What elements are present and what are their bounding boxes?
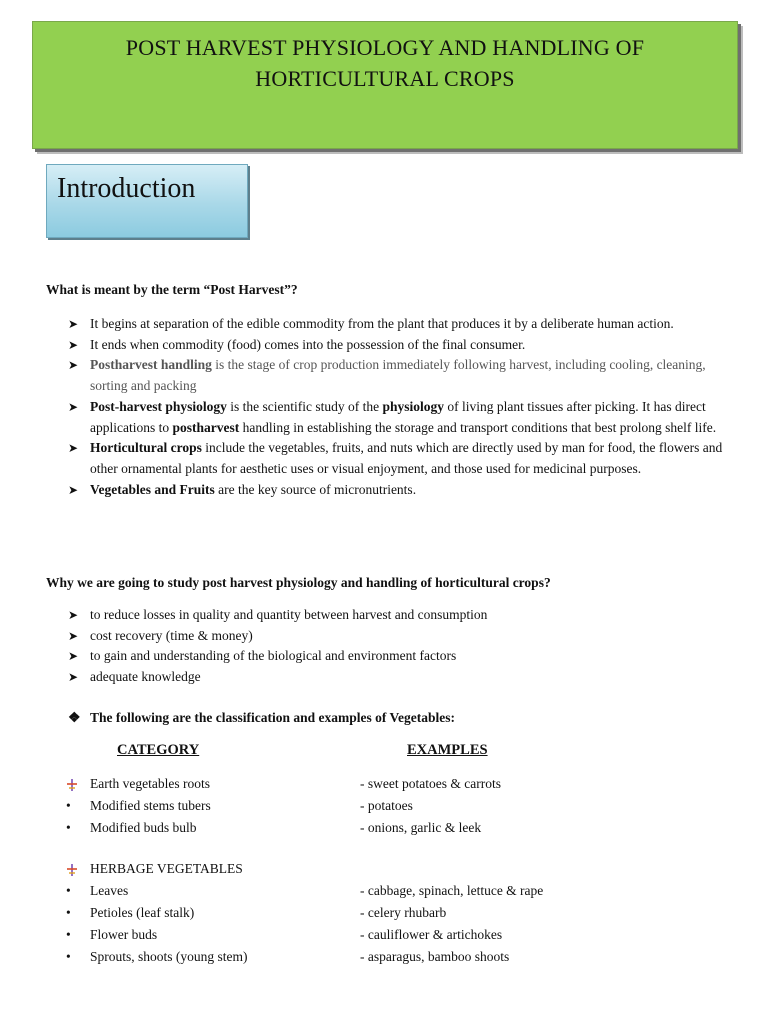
reasons-list [68,605,728,688]
classification-heading: ❖ The following are the classification and examples of Vegetables: [68,710,455,726]
arrow-bullet-icon: ➤ [68,608,79,622]
title-line-1: POST HARVEST PHYSIOLOGY AND HANDLING OF [125,35,645,60]
list-item: ➤ cost recovery (time & money) [68,626,728,647]
arrow-bullet-icon: ➤ [68,358,79,373]
question-why-study: Why we are going to study post harvest physiology and handling of horticultural crops? [46,575,551,590]
leaf-bullet-icon [66,861,86,879]
dot-bullet-icon: • [66,949,71,964]
arrow-bullet-icon: ➤ [68,399,79,414]
list-item: ➤ to gain and understanding of the biological and environment factors [68,646,728,667]
dot-bullet-icon: • [66,798,71,813]
list-item: ➤ Horticultural crops include the vegetables, fruits, and nuts which are directly used by man for food, the flowers and other ornamental plants for aesthetic uses or visual enjoyment, and those used for medicinal purposes. [68,440,723,476]
group-title-row [66,861,726,881]
introduction-heading-box [46,164,248,238]
table-row: • Leaves - cabbage, spinach, lettuce & rape [66,883,544,898]
table-row: • Petioles (leaf stalk) - celery rhubarb [66,905,447,920]
question-post-harvest: What is meant by the term “Post Harvest”? [46,282,298,297]
herbage-vegetables-title: HERBAGE VEGETABLES [90,861,243,876]
table-row: • Sprouts, shoots (young stem) - asparagus, bamboo shoots [66,949,510,964]
dot-bullet-icon: • [66,820,71,835]
dot-bullet-icon: • [66,927,71,942]
arrow-bullet-icon: ➤ [68,441,79,456]
list-item: ➤ Postharvest handling is the stage of crop production immediately following harvest, including cooling, cleaning, sorting and packing [68,357,706,394]
table-row: • Flower buds - cauliflower & artichokes [66,927,503,942]
arrow-bullet-icon: ➤ [68,337,79,352]
table-row: • Modified stems tubers - potatoes [66,798,413,813]
table-row: Earth vegetables roots - sweet potatoes & carrots [66,776,726,796]
title-line-2: HORTICULTURAL CROPS [255,66,515,91]
title-banner [32,21,738,149]
category-column-header: CATEGORY [117,742,200,758]
list-item: ➤ to reduce losses in quality and quantity between harvest and consumption [68,605,728,626]
leaf-bullet-icon [66,776,86,794]
dot-bullet-icon: • [66,883,71,898]
definition-list [68,314,728,500]
arrow-bullet-icon: ➤ [68,482,79,497]
list-item: ➤ adequate knowledge [68,667,728,688]
diamond-bullet-icon: ❖ [68,711,81,726]
arrow-bullet-icon: ➤ [68,649,79,664]
introduction-heading: Introduction [57,173,196,204]
dot-bullet-icon: • [66,905,71,920]
table-row: • Modified buds bulb - onions, garlic & leek [66,820,482,835]
list-item: ➤ It begins at separation of the edible commodity from the plant that produces it by a deliberate human action. [68,314,728,335]
arrow-bullet-icon: ➤ [68,670,79,685]
arrow-bullet-icon: ➤ [68,317,79,331]
arrow-bullet-icon: ➤ [68,628,79,643]
list-item: ➤ It ends when commodity (food) comes into the possession of the final consumer. [68,335,728,356]
list-item: ➤ Vegetables and Fruits are the key source of micronutrients. [68,480,728,501]
examples-column-header: EXAMPLES [407,742,488,758]
list-item: ➤ Post-harvest physiology is the scientific study of the physiology of living plant tissues after picking. It has direct applications to postharvest handling in establishing the storage and transport conditions that best prolong shelf life. [68,398,717,435]
